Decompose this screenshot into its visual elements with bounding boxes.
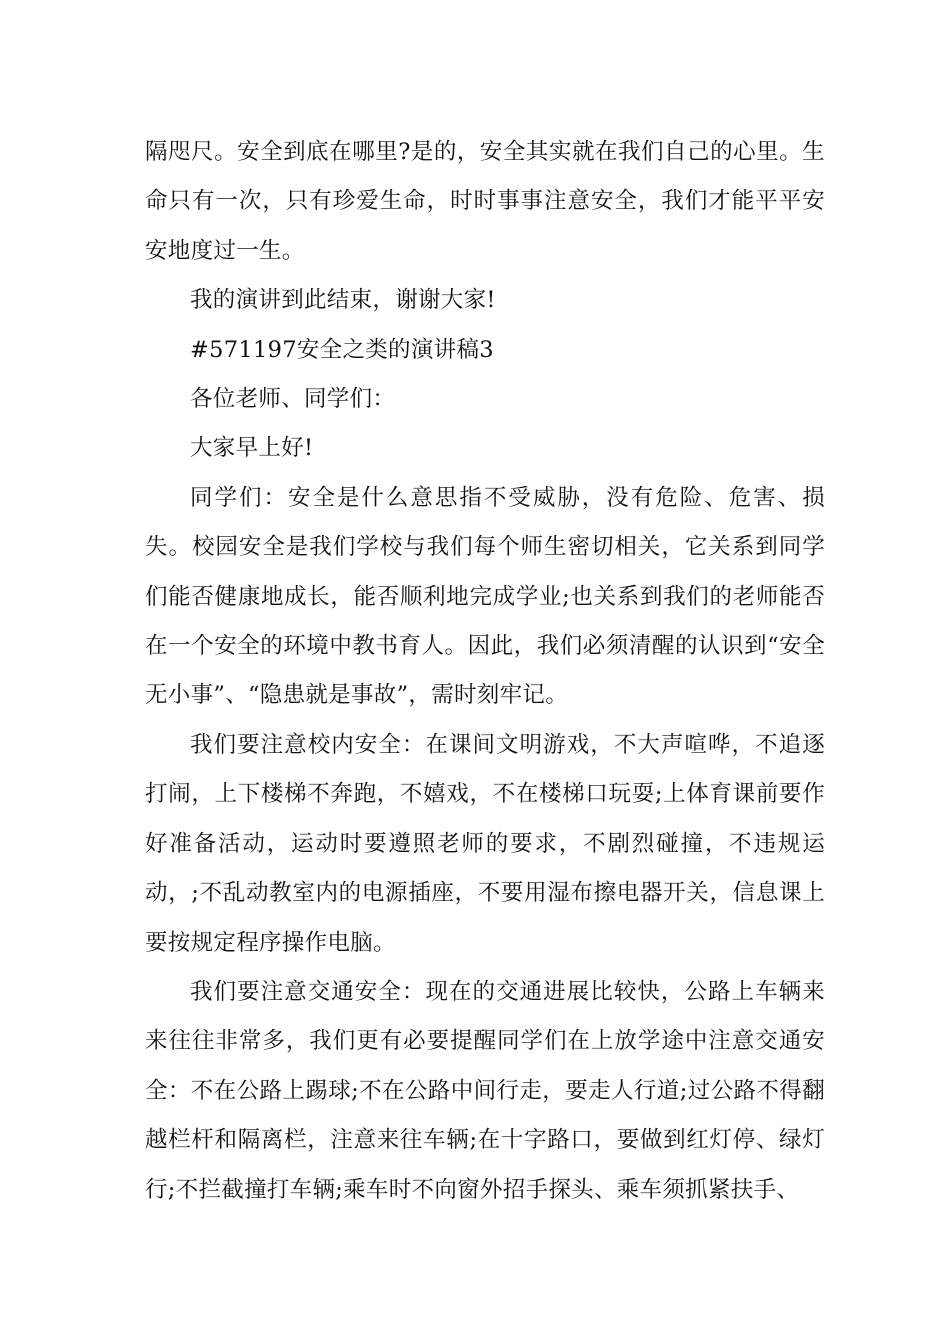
paragraph-traffic-safety: 我们要注意交通安全：现在的交通进展比较快，公路上车辆来来往往非常多，我们更有必要提醒同学们在上放学途中注意交通安全：不在公路上踢球;不在公路中间行走，要走人行道;过公路不得翻越栏杆和隔离栏，注意来往车辆;在十字路口，要做到红灯停、绿灯行;不拦截撞打车辆;乘车时不向窗外招手探头、乘车须抓紧扶手、 bbox=[145, 978, 825, 1203]
paragraph-intro: 同学们：安全是什么意思指不受威胁，没有危险、危害、损失。校园安全是我们学校与我们每个师生密切相关，它关系到同学们能否健康地成长，能否顺利地完成学业;也关系到我们的老师能否在一个安全的环境中教书育人。因此，我们必须清醒的认识到“安全无小事”、“隐患就是事故”，需时刻牢记。 bbox=[145, 484, 825, 709]
greeting: 大家早上好! bbox=[190, 435, 314, 462]
salutation: 各位老师、同学们： bbox=[190, 386, 396, 413]
paragraph-continuation: 隔咫尺。安全到底在哪里?是的，安全其实就在我们自己的心里。生命只有一次，只有珍爱生命，时时事事注意安全，我们才能平平安安地度过一生。 bbox=[145, 139, 825, 264]
speech-title: #571197安全之类的演讲稿3 bbox=[190, 336, 494, 363]
document-body bbox=[145, 128, 825, 1215]
paragraph-campus-safety: 我们要注意校内安全：在课间文明游戏，不大声喧哗，不追逐打闹，上下楼梯不奔跑，不嬉戏，不在楼梯口玩耍;上体育课前要作好准备活动，运动时要遵照老师的要求，不剧烈碰撞，不违规运动，;不乱动教室内的电源插座，不要用湿布擦电器开关，信息课上要按规定程序操作电脑。 bbox=[145, 731, 825, 956]
paragraph-closing: 我的演讲到此结束，谢谢大家! bbox=[190, 287, 496, 314]
